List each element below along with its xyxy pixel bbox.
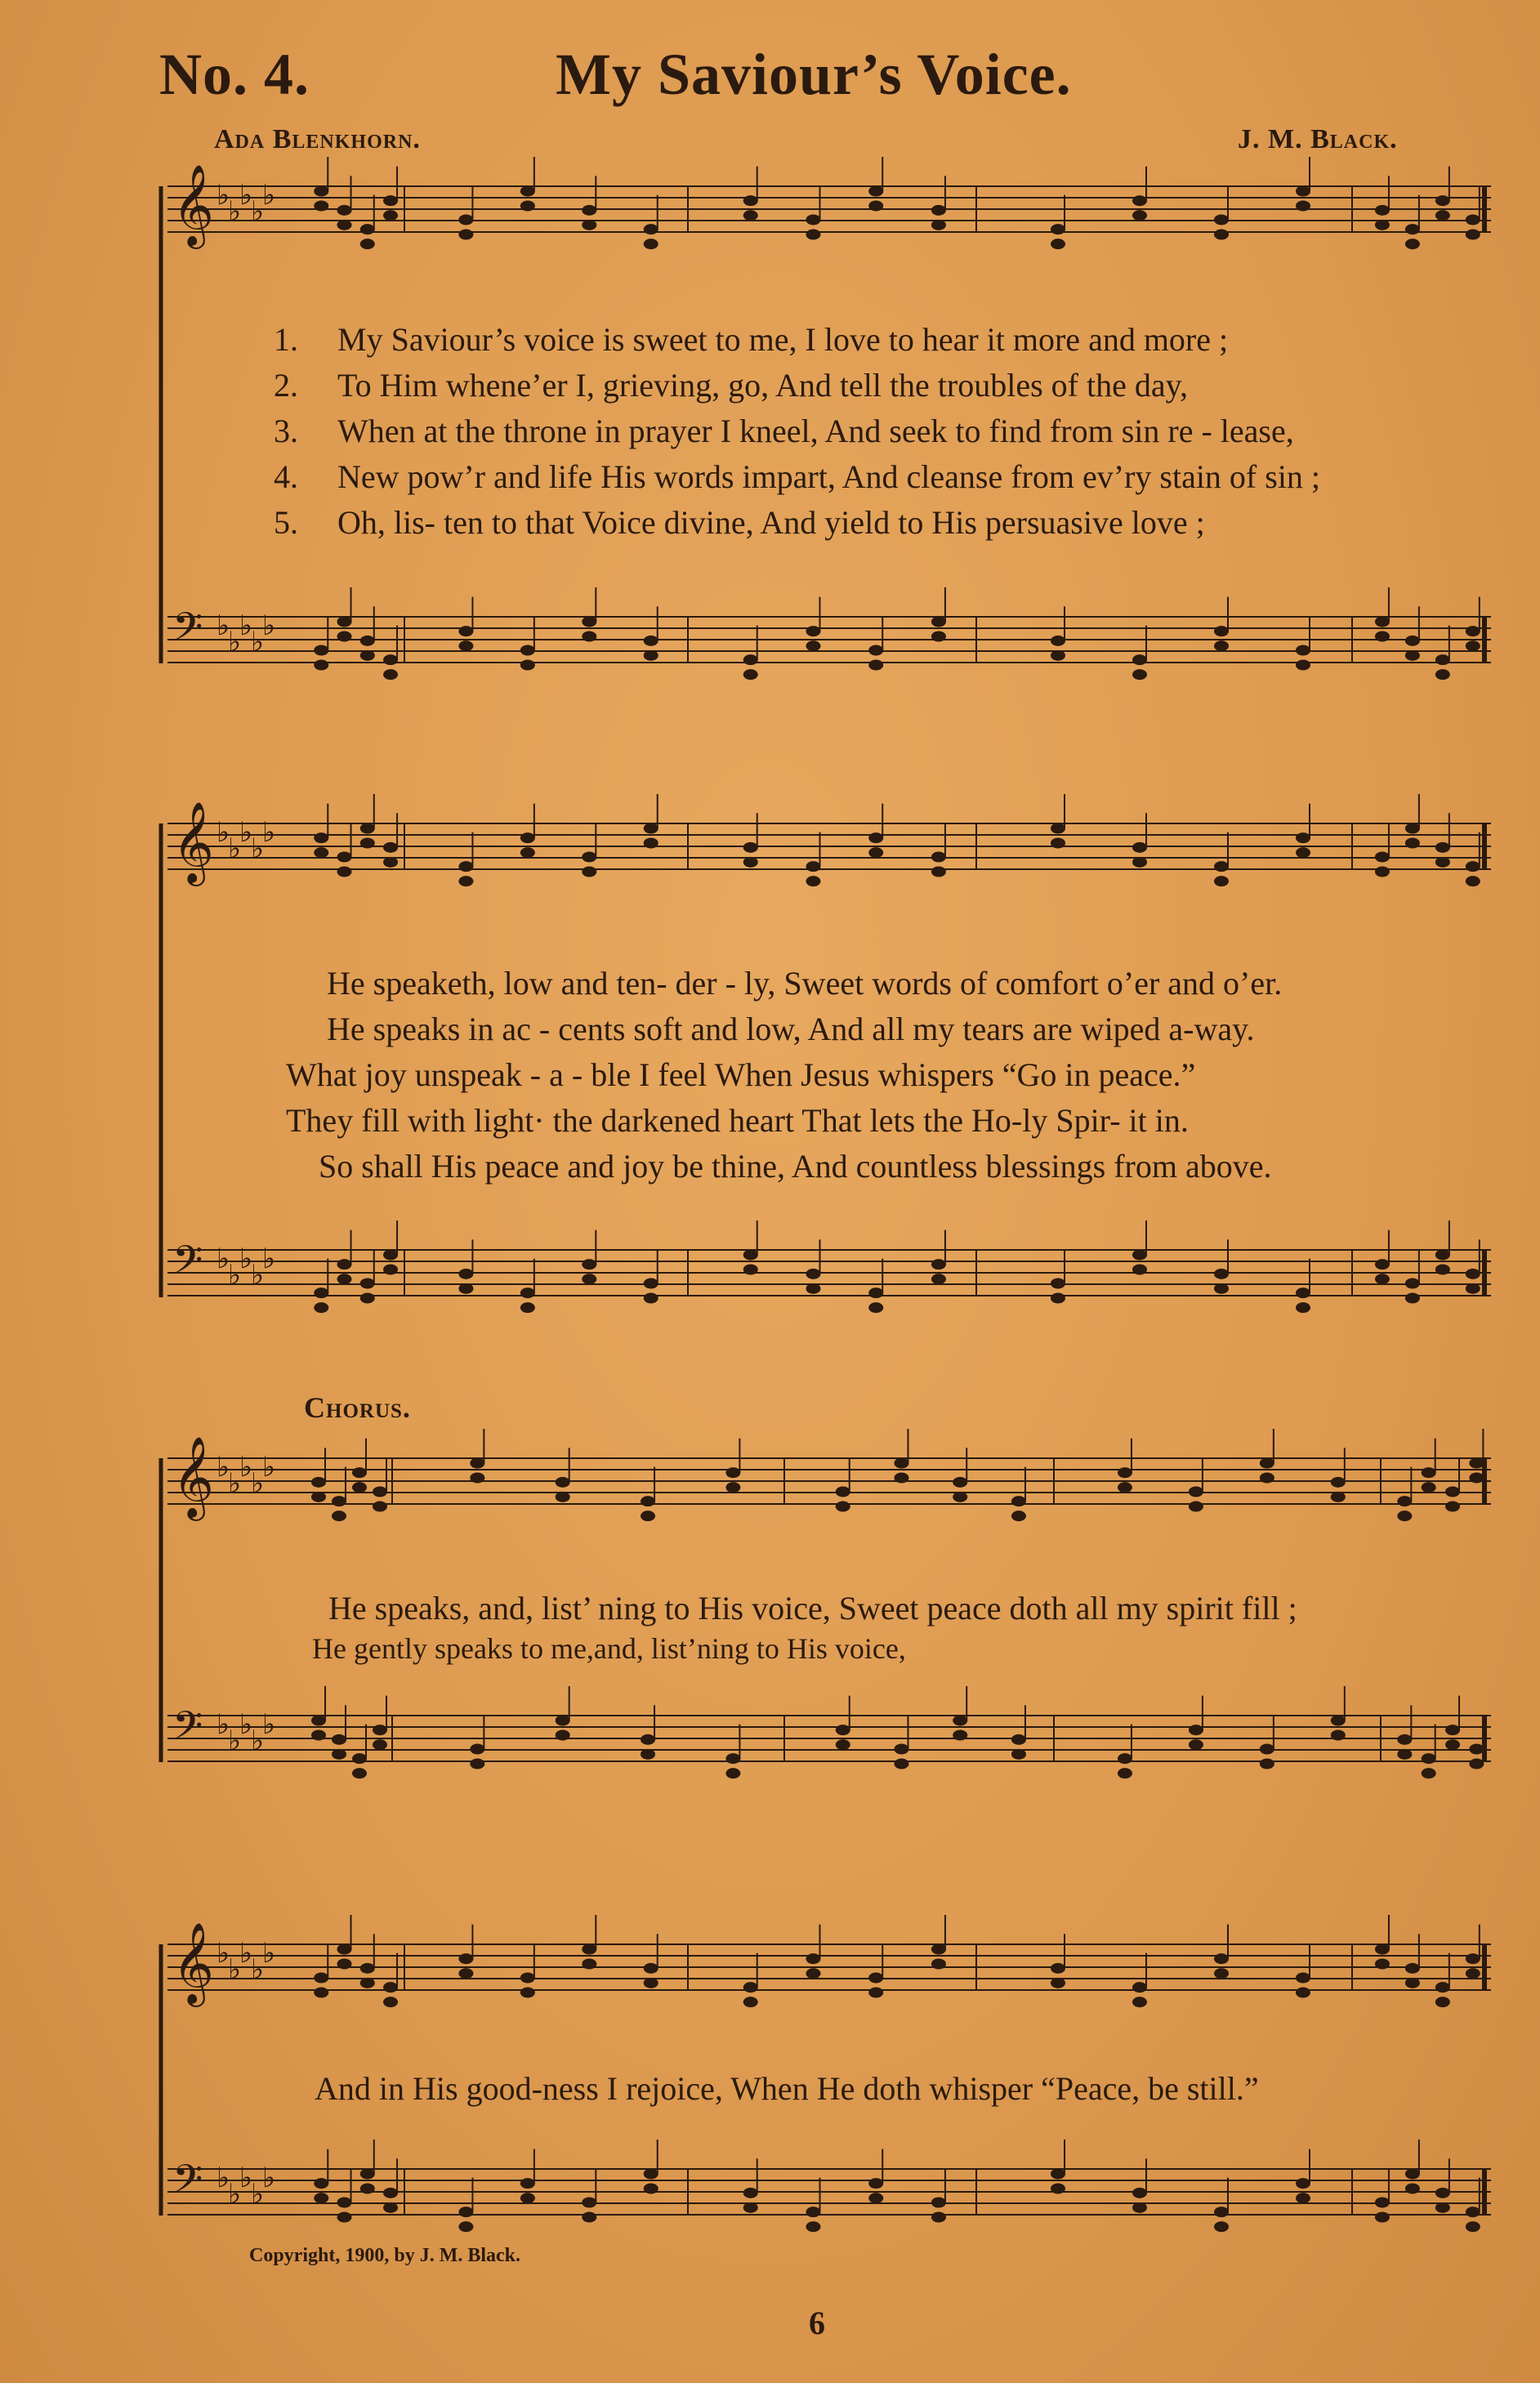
verse-line-4: 4. New pow’r and life His words impart, And cleanse from ev’ry stain of sin ; <box>274 458 1321 495</box>
svg-text:♭: ♭ <box>262 1451 276 1484</box>
svg-text:♭: ♭ <box>239 609 253 642</box>
svg-text:♭: ♭ <box>251 1467 265 1500</box>
svg-text:♭: ♭ <box>216 1937 230 1970</box>
svg-text:♭: ♭ <box>251 1259 265 1292</box>
svg-text:♭: ♭ <box>239 2162 253 2194</box>
verse-continuation-1: He speaketh, low and ten- der - ly, Sweet words of comfort o’er and o’er. <box>327 965 1283 1002</box>
svg-text:♭: ♭ <box>251 1953 265 1986</box>
svg-text:♭: ♭ <box>239 179 253 212</box>
svg-text:♭: ♭ <box>216 816 230 849</box>
hymn-title: My Saviour’s Voice. <box>556 42 1072 107</box>
svg-text:𝄞: 𝄞 <box>172 164 214 246</box>
svg-text:♭: ♭ <box>228 1259 242 1292</box>
verse-continuation-block <box>286 964 1282 1193</box>
svg-text:♭: ♭ <box>262 179 276 212</box>
svg-text:𝄞: 𝄞 <box>172 1436 214 1518</box>
svg-text:𝄞: 𝄞 <box>172 1922 214 2004</box>
svg-text:♭: ♭ <box>239 1243 253 1275</box>
svg-text:𝄢: 𝄢 <box>172 1237 203 1292</box>
svg-text:♭: ♭ <box>251 1725 265 1757</box>
verse-continuation-4: They fill with light· the darkened heart That lets the Ho-ly Spir- it in. <box>286 1102 1189 1139</box>
svg-text:♭: ♭ <box>262 1937 276 1970</box>
svg-text:♭: ♭ <box>251 626 265 658</box>
verse-line-1: 1. My Saviour’s voice is sweet to me, I love to hear it more and more ; <box>274 321 1229 358</box>
svg-text:𝄢: 𝄢 <box>172 604 203 659</box>
svg-text:♭: ♭ <box>251 832 265 865</box>
svg-text:♭: ♭ <box>216 609 230 642</box>
svg-text:♭: ♭ <box>228 1725 242 1757</box>
chorus-line-1-bass: He gently speaks to me,and, list’ning to His voice, <box>312 1632 906 1665</box>
svg-text:♭: ♭ <box>262 1243 276 1275</box>
svg-text:♭: ♭ <box>216 2162 230 2194</box>
svg-text:♭: ♭ <box>228 2178 242 2211</box>
svg-text:♭: ♭ <box>228 1467 242 1500</box>
svg-text:♭: ♭ <box>216 1451 230 1484</box>
verse-line-2: 2. To Him whene’er I, grieving, go, And tell the troubles of the day, <box>274 367 1189 404</box>
svg-text:♭: ♭ <box>251 2178 265 2211</box>
svg-text:♭: ♭ <box>262 2162 276 2194</box>
svg-text:♭: ♭ <box>262 1708 276 1741</box>
svg-text:♭: ♭ <box>262 816 276 849</box>
svg-text:𝄢: 𝄢 <box>172 1702 203 1758</box>
verse-line-3: 3. When at the throne in prayer I kneel, And seek to find from sin re - lease, <box>274 413 1294 449</box>
svg-text:♭: ♭ <box>239 1451 253 1484</box>
svg-text:♭: ♭ <box>216 1708 230 1741</box>
chorus-line-2: And in His good-ness I rejoice, When He doth whisper “Peace, be still.” <box>315 2070 1259 2107</box>
author-credit: Ada Blenkhorn. <box>214 124 421 154</box>
svg-text:♭: ♭ <box>239 1708 253 1741</box>
copyright-notice: Copyright, 1900, by J. M. Black. <box>249 2245 521 2266</box>
chorus-label: Chorus. <box>304 1391 411 1424</box>
chorus-line-1: He speaks, and, list’ ning to His voice, Sweet peace doth all my spirit fill ; <box>328 1590 1297 1627</box>
verse-continuation-5: So shall His peace and joy be thine, And countless blessings from above. <box>319 1148 1272 1185</box>
svg-text:♭: ♭ <box>251 195 265 228</box>
svg-text:♭: ♭ <box>228 626 242 658</box>
verse-line-5: 5. Oh, lis- ten to that Voice divine, And yield to His persuasive love ; <box>274 504 1205 541</box>
svg-text:𝄢: 𝄢 <box>172 2156 203 2211</box>
verse-continuation-2: He speaks in ac - cents soft and low, And all my tears are wiped a-way. <box>327 1011 1255 1047</box>
svg-text:𝄞: 𝄞 <box>172 801 214 883</box>
svg-text:♭: ♭ <box>228 1953 242 1986</box>
svg-text:♭: ♭ <box>216 179 230 212</box>
hymn-number: No. 4. <box>159 42 310 107</box>
page-number: 6 <box>809 2305 825 2341</box>
svg-text:♭: ♭ <box>239 1937 253 1970</box>
verse-continuation-3: What joy unspeak - a - ble I feel When Jesus whispers “Go in peace.” <box>286 1056 1196 1093</box>
svg-text:♭: ♭ <box>262 609 276 642</box>
svg-text:♭: ♭ <box>228 832 242 865</box>
composer-credit: J. M. Black. <box>1238 124 1398 154</box>
verse-stanza-block <box>274 320 1320 549</box>
svg-text:♭: ♭ <box>228 195 242 228</box>
svg-text:♭: ♭ <box>239 816 253 849</box>
svg-text:♭: ♭ <box>216 1243 230 1275</box>
